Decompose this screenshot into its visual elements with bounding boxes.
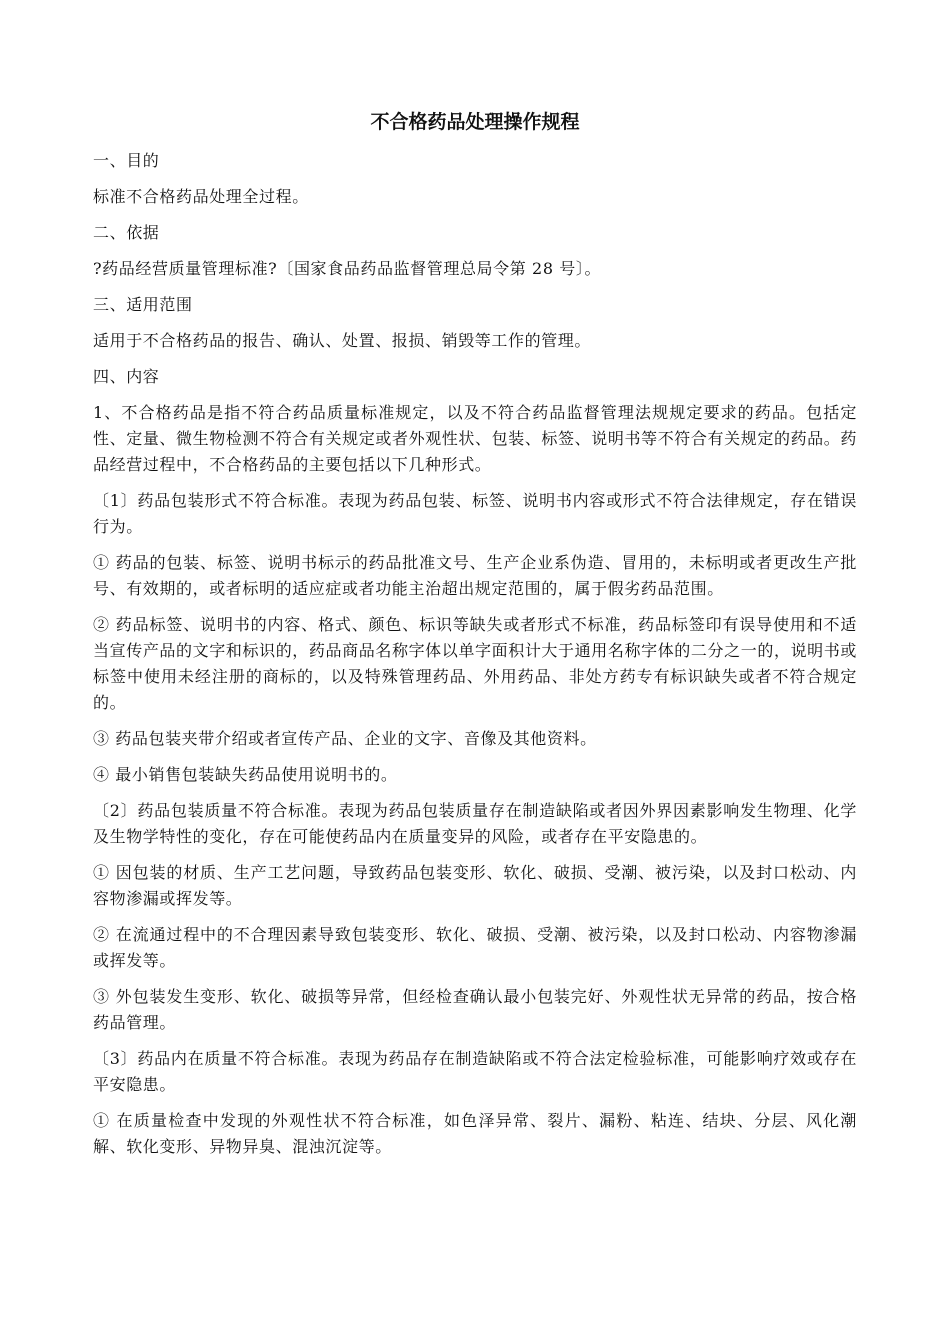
paragraph: 标准不合格药品处理全过程。	[93, 187, 309, 206]
paragraph: ① 药品的包装、标签、说明书标示的药品批准文号、生产企业系伪造、冒用的，未标明或者更改生产批号、有效期的，或者标明的适应症或者功能主治超出规定范围的，属于假劣药品范围。	[93, 553, 857, 598]
section-heading-purpose: 一、目的	[93, 151, 160, 170]
section-heading-content: 四、内容	[93, 367, 160, 386]
paragraph: ② 药品标签、说明书的内容、格式、颜色、标识等缺失或者形式不标准，药品标签印有误导使用和不适当宣传产品的文字和标识的，药品商品名称字体以单字面积计大于通用名称字体的二分之一的，说明书或标签中使用未经注册的商标的，以及特殊管理药品、外用药品、非处方药专有标识缺失或者不符合规定的。	[93, 615, 857, 712]
paragraph: 〔3〕药品内在质量不符合标准。表现为药品存在制造缺陷或不符合法定检验标准，可能影响疗效或存在平安隐患。	[93, 1049, 857, 1094]
paragraph: ③ 外包装发生变形、软化、破损等异常，但经检查确认最小包装完好、外观性状无异常的药品，按合格药品管理。	[93, 987, 857, 1032]
paragraph: ?药品经营质量管理标准?〔国家食品药品监督管理总局令第 28 号〕。	[93, 259, 602, 278]
paragraph: ② 在流通过程中的不合理因素导致包装变形、软化、破损、受潮、被污染，以及封口松动、内容物渗漏或挥发等。	[93, 925, 857, 970]
paragraph: ① 因包装的材质、生产工艺问题，导致药品包装变形、软化、破损、受潮、被污染，以及封口松动、内容物渗漏或挥发等。	[93, 863, 857, 908]
section-heading-scope: 三、适用范围	[93, 295, 193, 314]
paragraph: ③ 药品包装夹带介绍或者宣传产品、企业的文字、音像及其他资料。	[93, 729, 597, 748]
paragraph: 适用于不合格药品的报告、确认、处置、报损、销毁等工作的管理。	[93, 331, 592, 350]
paragraph: 1、不合格药品是指不符合药品质量标准规定，以及不符合药品监督管理法规规定要求的药品。包括定性、定量、微生物检测不符合有关规定或者外观性状、包装、标签、说明书等不符合有关规定的药品。药品经营过程中，不合格药品的主要包括以下几种形式。	[93, 403, 857, 474]
document-title: 不合格药品处理操作规程	[370, 111, 580, 133]
section-heading-basis: 二、依据	[93, 223, 160, 242]
paragraph: ① 在质量检查中发现的外观性状不符合标准，如色泽异常、裂片、漏粉、粘连、结块、分层、风化潮解、软化变形、异物异臭、混浊沉淀等。	[93, 1111, 857, 1156]
paragraph: 〔2〕药品包装质量不符合标准。表现为药品包装质量存在制造缺陷或者因外界因素影响发生物理、化学及生物学特性的变化，存在可能使药品内在质量变异的风险，或者存在平安隐患的。	[93, 801, 857, 846]
paragraph: 〔1〕药品包装形式不符合标准。表现为药品包装、标签、说明书内容或形式不符合法律规定，存在错误行为。	[93, 491, 857, 536]
document-page	[93, 108, 857, 1170]
paragraph: ④ 最小销售包装缺失药品使用说明书的。	[93, 765, 398, 784]
